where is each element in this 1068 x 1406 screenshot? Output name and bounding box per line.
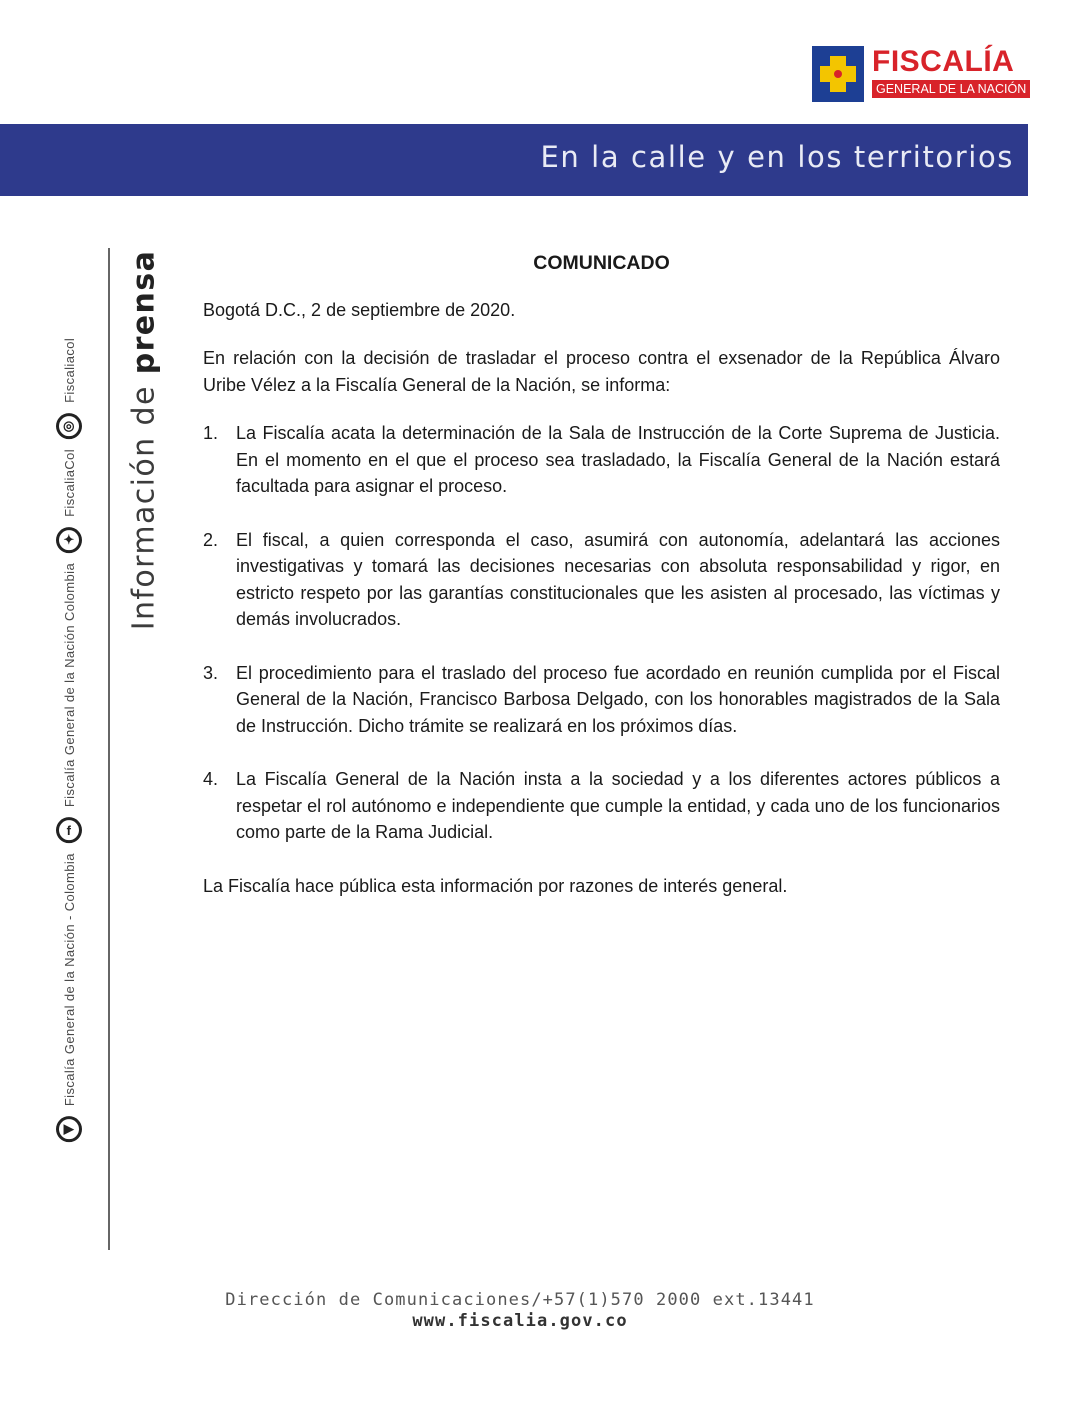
statement-list bbox=[203, 420, 1000, 846]
date-line: Bogotá D.C., 2 de septiembre de 2020. bbox=[203, 299, 516, 320]
press-info-bold: prensa bbox=[126, 249, 162, 375]
banner-slogan: En la calle y en los territorios bbox=[540, 140, 1014, 174]
closing-paragraph: La Fiscalía hace pública esta información por razones de interés general. bbox=[203, 875, 788, 896]
social-twitter-label[interactable]: FiscaliaCol bbox=[61, 448, 77, 517]
list-item-text: La Fiscalía General de la Nación insta a la sociedad y a los diferentes actores públicos a respetar el rol autónomo e independiente que cumple la entidad, y cada uno de los funcionarios como parte de la Rama Judicial. bbox=[236, 769, 1000, 842]
footer-website-link[interactable]: www.fiscalia.gov.co bbox=[412, 1311, 628, 1331]
list-item-number: 3. bbox=[203, 662, 219, 683]
sidebar-divider bbox=[108, 248, 110, 1250]
logo-name: FISCALÍA bbox=[872, 45, 1015, 78]
document-body bbox=[203, 250, 1000, 921]
logo-subtitle: GENERAL DE LA NACIÓN bbox=[872, 80, 1030, 98]
footer bbox=[0, 1290, 1050, 1331]
list-item-number: 4. bbox=[203, 769, 219, 789]
list-item bbox=[203, 766, 1000, 846]
social-youtube-label[interactable]: Fiscalía General de la Nación - Colombia bbox=[61, 853, 77, 1107]
facebook-icon[interactable]: f bbox=[56, 817, 82, 843]
intro-paragraph: En relación con la decisión de trasladar el proceso contra el exsenador de la República Álvaro Uribe Vélez a la Fiscalía General de la Nación, se informa: bbox=[203, 348, 1000, 395]
list-item-text: El procedimiento para el traslado del proceso fue acordado en reunión cumplida por el Fiscal General de la Nación, Francisco Barbosa Delgado, con los honorables magistrados de la Sala de Instrucción. Dicho trámite se realizará en los próximos días. bbox=[236, 662, 1000, 736]
document-title: COMUNICADO bbox=[533, 252, 670, 274]
list-item-text: El fiscal, a quien corresponda el caso, asumirá con autonomía, adelantará las acciones investigativas y tomará las decisiones necesarias con absoluta responsabilidad y rigor, en estricto respeto por las garantías constitucionales que les asisten al procesado, las víctimas y demás involucrados. bbox=[236, 529, 1000, 629]
twitter-icon[interactable]: ✦ bbox=[56, 527, 82, 553]
press-info-prefix: Información de bbox=[126, 385, 162, 631]
coat-of-arms-icon bbox=[812, 46, 864, 102]
footer-contact: Dirección de Comunicaciones/+57(1)570 2000 ext.13441 bbox=[225, 1290, 815, 1310]
list-item bbox=[203, 420, 1000, 500]
list-item bbox=[203, 527, 1000, 633]
social-facebook-label[interactable]: Fiscalía General de la Nación Colombia bbox=[61, 562, 77, 808]
header-banner bbox=[0, 124, 1028, 196]
list-item-text: La Fiscalía acata la determinación de la Sala de Instrucción de la Corte Suprema de Justicia. En el momento en el que el proceso sea trasladado, la Fiscalía General de la Nación estará facultada para asignar el proceso. bbox=[236, 423, 1000, 496]
instagram-icon[interactable]: ◎ bbox=[56, 413, 82, 439]
list-item-number: 2. bbox=[203, 529, 219, 550]
list-item bbox=[203, 660, 1000, 740]
fiscalia-logo bbox=[812, 46, 1032, 104]
youtube-icon[interactable]: ▶ bbox=[56, 1116, 82, 1142]
social-instagram-label[interactable]: Fiscaliacol bbox=[61, 337, 77, 403]
list-item-number: 1. bbox=[203, 423, 219, 443]
